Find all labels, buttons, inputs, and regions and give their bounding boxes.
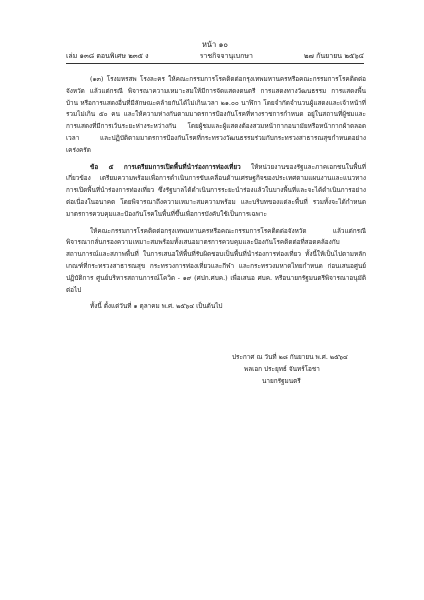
signatory-name: พลเอก ประยุทธ์ จันทร์โอชา <box>244 365 320 374</box>
paragraph-committee: ให้คณะกรรมการโรคติดต่อกรุงเทพมหานครหรือคณะกรรมการโรคติดต่อจังหวัด แล้วแต่กรณี พิจารณากลั่นกรองความเหมาะสมพร้อมทั้งเสนอมาตรการควบคุมและป้องกันโรคติดต่อที่สอดคล้องกับสถานการณ์และสภาพพื้นที่ ในการเสนอให้พื้นที่รับผิดชอบเป็นพื้นที่นำร่องการท่องเที่ยว ทั้งนี้ให้เป็นไปตามหลักเกณฑ์ที่กระทรวงสาธารณสุข กระทรวงการท่องเที่ยวและกีฬา และกระทรวงมหาดไทยกำหนด ก่อนเสนอศูนย์ปฏิบัติการ ศูนย์บริหารสถานการณ์โควิด - ๑๙ (ศปก.ศบค.) เพื่อเสนอ ศบค. หรือนายกรัฐมนตรีพิจารณาอนุมัติต่อไป <box>66 226 366 294</box>
paragraph-clause-5 <box>66 162 366 221</box>
signatory-title: นายกรัฐมนตรี <box>262 377 301 386</box>
publication-name: ราชกิจจานุเบกษา <box>199 52 253 60</box>
volume-info: เล่ม ๑๓๘ ตอนพิเศษ ๒๓๕ ง <box>66 52 149 60</box>
announcement-date: ประกาศ ณ วันที่ ๒๘ กันยายน พ.ศ. ๒๕๖๔ <box>232 353 348 361</box>
paragraph-item-13: (๑๓) โรงมหรสพ โรงละคร ให้คณะกรรมการโรคติดต่อกรุงเทพมหานครหรือคณะกรรมการโรคติดต่อจังหวัด แล้วแต่กรณี พิจารณาความเหมาะสมให้มีการจัดแสดงดนตรี การแสดงทางวัฒนธรรม การแสดงพื้นบ้าน หรือการแสดงอื่นที่มีลักษณะคล้ายกันได้ไม่เกินเวลา ๒๑.๐๐ นาฬิกา โดยจำกัดจำนวนผู้แสดงและเจ้าหน้าที่รวมไม่เกิน ๕๐ คน และให้ความห่างกันตามมาตรการป้องกันโรคที่ทางราชการกำหนด อยู่ในสถานที่ผู้ชมและการแสดงที่มีการเว้นระยะห่างระหว่างกัน โดยผู้ชมและผู้แสดงต้องสวมหน้ากากอนามัยหรือหน้ากากผ้าตลอดเวลา และปฏิบัติตามมาตรการป้องกันโรคที่กระทรวงวัฒนธรรมร่วมกับกระทรวงสาธารณสุขกำหนดอย่างเคร่งครัด <box>66 75 366 154</box>
publication-date: ๒๗ กันยายน ๒๕๖๔ <box>304 52 364 60</box>
effective-date-statement: ทั้งนี้ ตั้งแต่วันที่ ๑ ตุลาคม พ.ศ. ๒๕๖๔ เป็นต้นไป <box>90 302 223 311</box>
clause-5-text: ให้หน่วยงานของรัฐและภาคเอกชนในพื้นที่เกี่ยวข้อง เตรียมความพร้อมเพื่อการดำเนินการขับเคลื่อนด้านเศรษฐกิจของประเทศตามแผนงานและแนวทางการเปิดพื้นที่นำร่องการท่องเที่ยว ซึ่งรัฐบาลได้ดำเนินการระยะนำร่องแล้วในบางพื้นที่และจะได้ดำเนินการอย่างต่อเนื่องในอนาคต โดยพิจารณาถึงความเหมาะสมความพร้อม และบริบทของแต่ละพื้นที่ รวมทั้งจะได้กำหนดมาตรการควบคุมและป้องกันโรคในพื้นที่ขึ้นเพื่อการบังคับใช้เป็นการเฉพาะ <box>66 162 366 218</box>
gazette-header <box>66 40 364 64</box>
page-number: หน้า ๑๐ <box>201 40 228 49</box>
document-body <box>66 74 366 318</box>
clause-5-heading: ข้อ ๕ การเตรียมการเปิดพื้นที่นำร่องการท่องเที่ยว <box>90 162 241 171</box>
header-row <box>66 51 364 61</box>
signature-block <box>232 351 382 388</box>
header-divider <box>66 63 364 64</box>
